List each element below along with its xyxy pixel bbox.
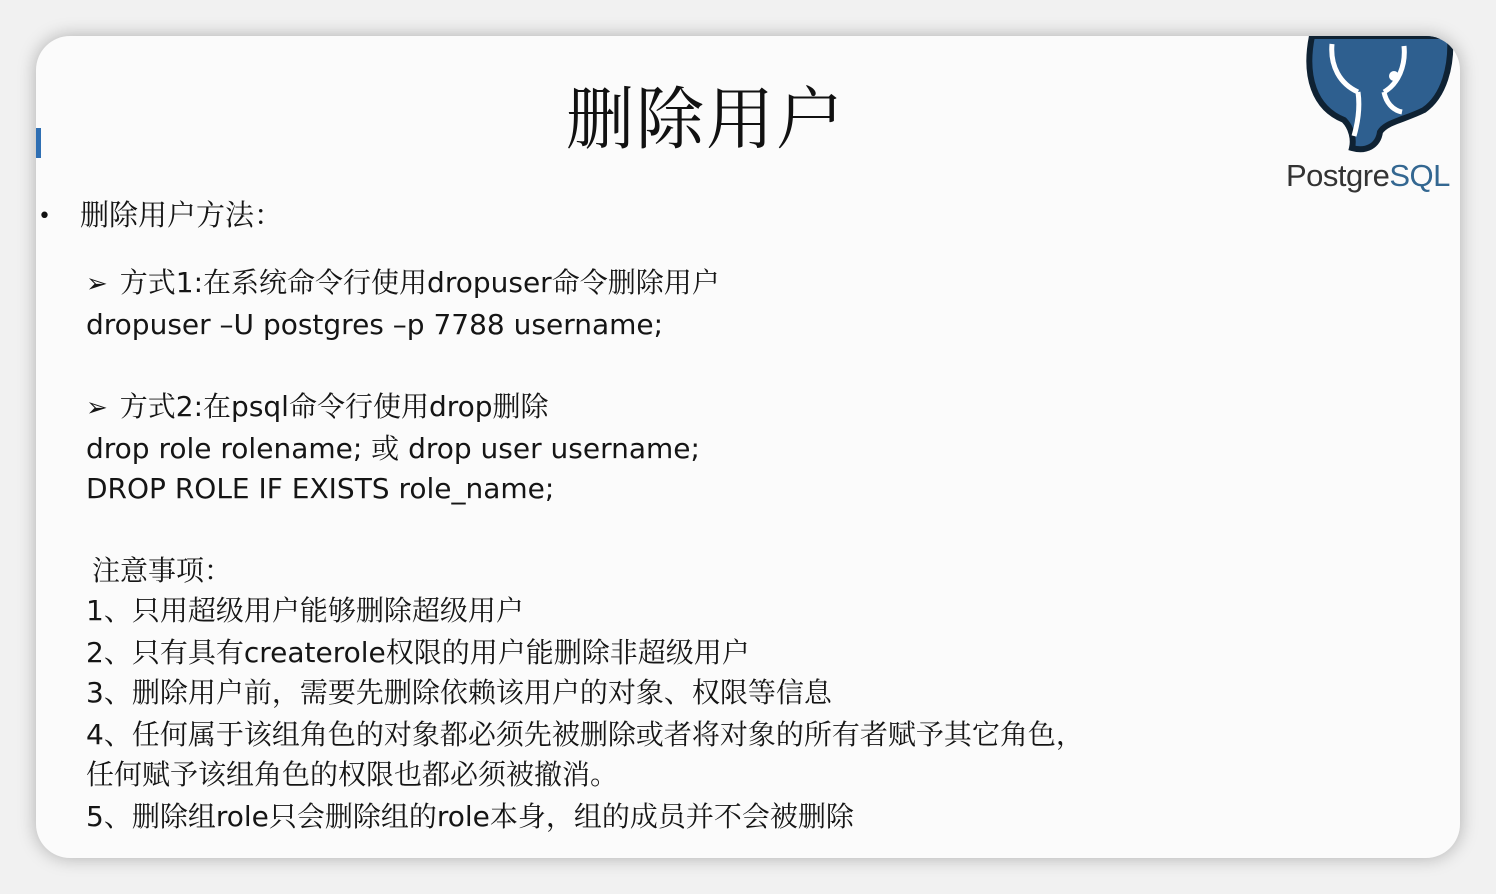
note-item-2: 2、只有具有createrole权限的用户能删除非超级用户: [86, 636, 750, 669]
method2-code-1: drop role rolename; 或 drop user username;: [86, 432, 700, 465]
arrow-bullet-icon: ➢: [86, 393, 108, 423]
method2-label: 方式2:在psql命令行使用drop删除: [119, 390, 549, 423]
note-item-5: 5、删除组role只会删除组的role本身，组的成员并不会被删除: [86, 800, 854, 833]
note-item-4-continued: 任何赋予该组角色的权限也都必须被撤消。: [86, 758, 619, 791]
bullet-dot: •: [38, 204, 51, 229]
method1-code: dropuser –U postgres –p 7788 username;: [86, 308, 664, 341]
note-item-1: 1、只用超级用户能够删除超级用户: [86, 594, 524, 627]
method1-label-line: [86, 266, 720, 301]
method2-code-2: DROP ROLE IF EXISTS role_name;: [86, 472, 555, 505]
note-item-3: 3、删除用户前，需要先删除依赖该用户的对象、权限等信息: [86, 676, 832, 709]
method2-label-line: [86, 390, 549, 425]
logo-text-sql: SQL: [1389, 158, 1450, 193]
notes-title: 注意事项：: [92, 554, 233, 587]
slide: [36, 36, 1460, 858]
slide-title: 删除用户: [565, 81, 846, 160]
section-heading: 删除用户方法：: [80, 198, 284, 232]
method1-label: 方式1:在系统命令行使用dropuser命令删除用户: [119, 266, 720, 299]
arrow-bullet-icon: ➢: [86, 269, 108, 299]
postgresql-logo-text: [1286, 158, 1450, 194]
note-item-4: 4、任何属于该组角色的对象都必须先被删除或者将对象的所有者赋予其它角色，: [86, 718, 1084, 751]
logo-text-postgre: Postgre: [1286, 158, 1390, 193]
